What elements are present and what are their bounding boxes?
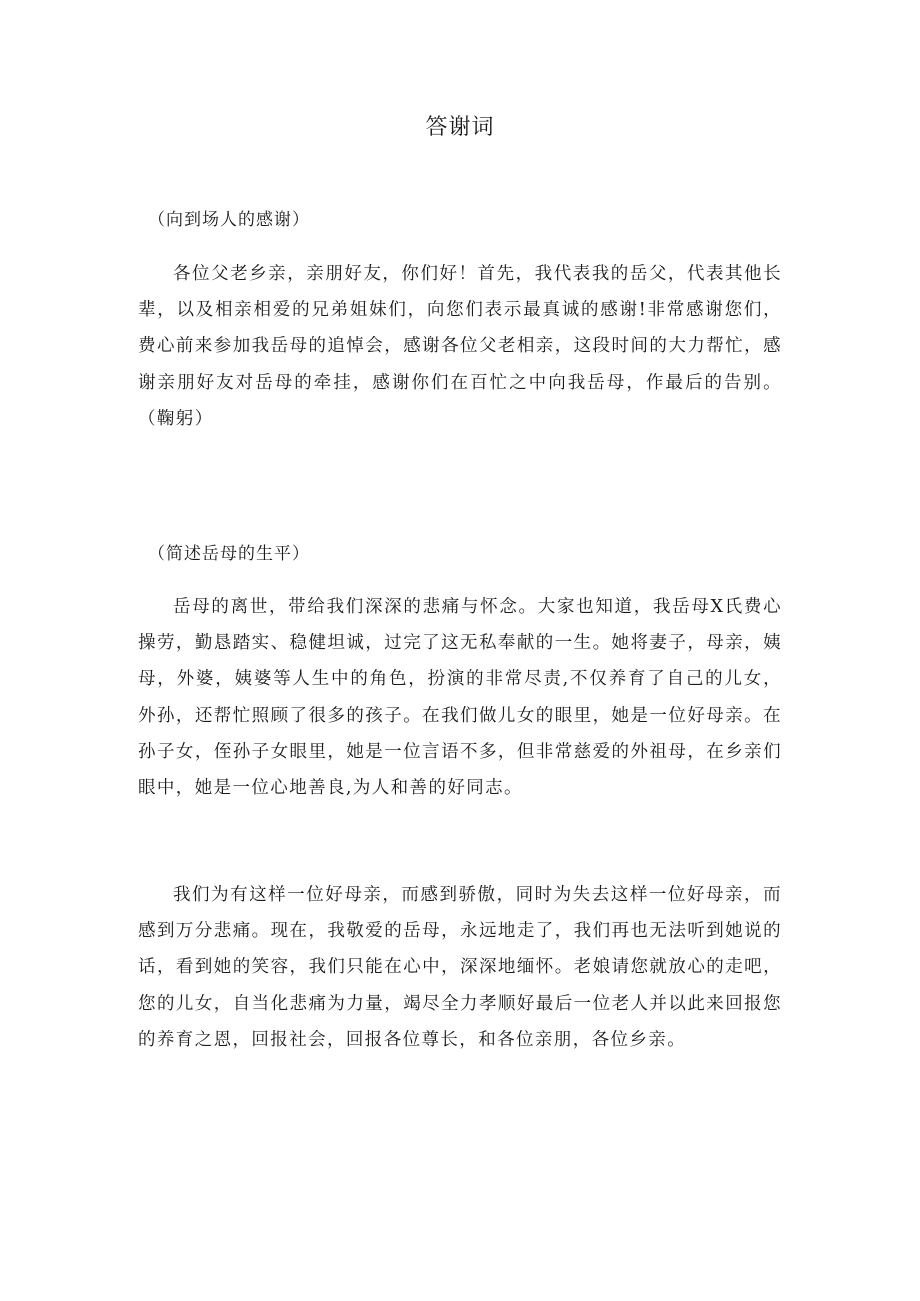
document-title: 答谢词: [425, 115, 495, 140]
paragraph-thanks: 各位父老乡亲，亲朋好友，你们好！首先，我代表我的岳父，代表其他长辈，以及相亲相爱的兄弟姐妹们，向您们表示最真诚的感谢!非常感谢您们，费心前来参加我岳母的追悼会，感谢各位父老相亲，这段时间的大力帮忙，感谢亲朋好友对岳母的牵挂，感谢你们在百忙之中向我岳母，作最后的告别。（鞠躬）: [138, 264, 782, 429]
section-label-thanks: （向到场人的感谢）: [148, 210, 310, 230]
paragraph-biography: 岳母的离世，带给我们深深的悲痛与怀念。大家也知道，我岳母X氏费心操劳，勤恳踏实、稳健坦诚，过完了这无私奉献的一生。她将妻子，母亲，姨母，外婆，姨婆等人生中的角色，扮演的非常尽责,不仅养育了自己的儿女，外孙，还帮忙照顾了很多的孩子。在我们做儿女的眼里，她是一位好母亲。在孙子女，侄孙子女眼里，她是一位言语不多，但非常慈爱的外祖母，在乡亲们眼中，她是一位心地善良,为人和善的好同志。: [138, 597, 782, 799]
paragraph-farewell: 我们为有这样一位好母亲，而感到骄傲，同时为失去这样一位好母亲，而感到万分悲痛。现在，我敬爱的岳母，永远地走了，我们再也无法听到她说的话，看到她的笑容，我们只能在心中，深深地缅怀。老娘请您就放心的走吧，您的儿女，自当化悲痛为力量，竭尽全力孝顺好最后一位老人并以此来回报您的养育之恩，回报社会，回报各位尊长，和各位亲朋，各位乡亲。: [138, 885, 782, 1050]
section-label-biography: （简述岳母的生平）: [148, 544, 310, 564]
